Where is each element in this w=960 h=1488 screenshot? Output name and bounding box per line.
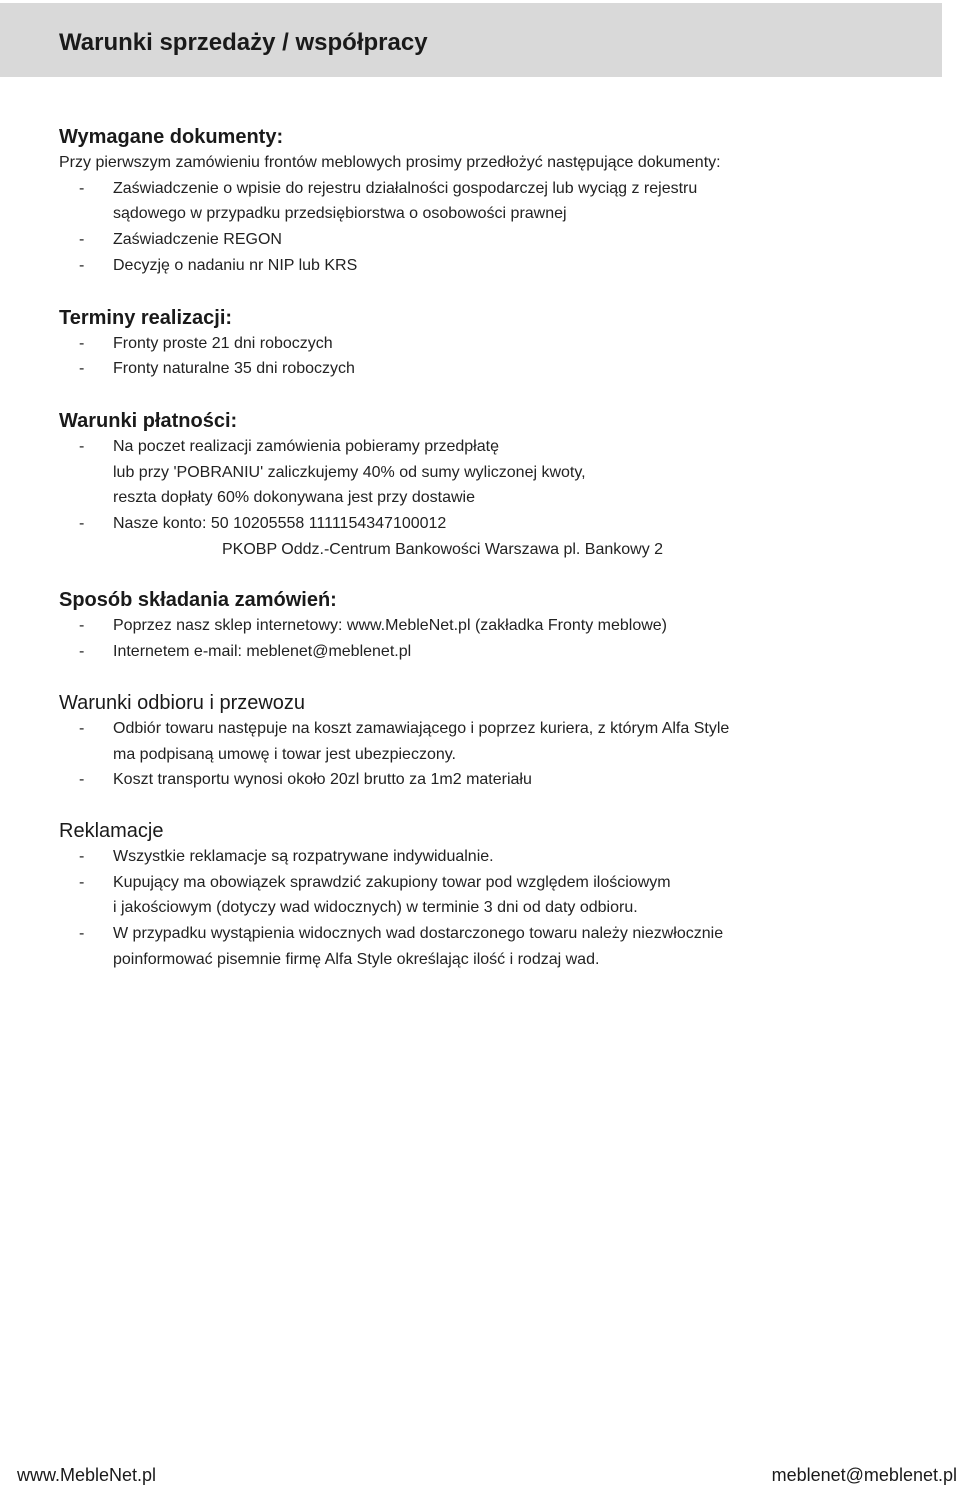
list-item	[59, 613, 919, 639]
section-title: Wymagane dokumenty:	[59, 126, 284, 148]
list-item-text: Wszystkie reklamacje są rozpatrywane indywidualnie.	[113, 847, 494, 865]
list-item-text: lub przy 'POBRANIU' zaliczkujemy 40% od sumy wyliczonej kwoty,	[113, 463, 586, 481]
document-body	[59, 124, 919, 972]
list-item	[59, 356, 919, 382]
delivery-list	[59, 716, 919, 793]
ordering-list	[59, 613, 919, 664]
list-item	[59, 511, 919, 562]
list-item-text: ma podpisaną umowę i towar jest ubezpieczony.	[113, 745, 456, 763]
page-title: Warunki sprzedaży / współpracy	[59, 29, 428, 56]
section-title: Warunki odbioru i przewozu	[59, 691, 306, 714]
complaints-list	[59, 844, 919, 973]
section-complaints	[59, 818, 919, 973]
list-item-text: Fronty proste 21 dni roboczych	[113, 334, 333, 352]
list-item-text: Zaświadczenie o wpisie do rejestru działalności gospodarczej lub wyciąg z rejestru	[113, 179, 698, 197]
list-item-text: sądowego w przypadku przedsiębiorstwa o osobowości prawnej	[113, 205, 567, 223]
list-item-text: Internetem e-mail: meblenet@meblenet.pl	[113, 643, 412, 661]
list-item-text: Kupujący ma obowiązek sprawdzić zakupiony towar pod względem ilościowym	[113, 873, 671, 891]
list-item	[59, 331, 919, 357]
list-item-text: i jakościowym (dotyczy wad widocznych) w terminie 3 dni od daty odbioru.	[113, 899, 638, 917]
document-list	[59, 176, 919, 279]
dash-bullet: -	[79, 643, 85, 661]
list-item-text: Na poczet realizacji zamówienia pobieramy przedpłatę	[113, 437, 499, 455]
list-item	[59, 434, 919, 511]
list-item-text: Zaświadczenie REGON	[113, 231, 282, 249]
title-bar	[0, 3, 942, 77]
section-title: Sposób składania zamówień:	[59, 589, 337, 612]
list-item	[59, 253, 919, 279]
dash-bullet: -	[79, 360, 85, 378]
dash-bullet: -	[79, 231, 85, 249]
footer-website: www.MebleNet.pl	[17, 1465, 157, 1485]
list-item-text: poinformować pisemnie firmę Alfa Style określając ilość i rodzaj wad.	[113, 950, 600, 968]
section-title: Warunki płatności:	[59, 409, 238, 432]
dash-bullet: -	[79, 925, 85, 943]
list-item-text: W przypadku wystąpienia widocznych wad dostarczonego towaru należy niezwłocznie	[113, 925, 724, 943]
list-item	[59, 227, 919, 253]
section-title: Terminy realizacji:	[59, 306, 233, 329]
list-item-text: Koszt transportu wynosi około 20zl brutto za 1m2 materiału	[113, 771, 532, 789]
bank-branch: PKOBP Oddz.-Centrum Bankowości Warszawa pl. Bankowy 2	[222, 540, 664, 558]
dash-bullet: -	[79, 334, 85, 352]
list-item-text: Decyzję o nadaniu nr NIP lub KRS	[113, 256, 358, 274]
dash-bullet: -	[79, 771, 85, 789]
section-required-documents	[59, 124, 919, 279]
list-item-text: reszta dopłaty 60% dokonywana jest przy dostawie	[113, 489, 475, 507]
section-payment-terms	[59, 408, 919, 563]
dash-bullet: -	[79, 179, 85, 197]
payment-list	[59, 434, 919, 563]
dash-bullet: -	[79, 847, 85, 865]
dash-bullet: -	[79, 256, 85, 274]
section-ordering	[59, 587, 919, 664]
section-delivery	[59, 690, 919, 793]
list-item	[59, 844, 919, 870]
section-title: Reklamacje	[59, 819, 164, 842]
list-item-text: Fronty naturalne 35 dni roboczych	[113, 360, 355, 378]
dash-bullet: -	[79, 719, 85, 737]
footer-email: meblenet@meblenet.pl	[771, 1465, 957, 1485]
list-item	[59, 176, 919, 227]
lead-time-list	[59, 331, 919, 382]
list-item-text: Odbiór towaru następuje na koszt zamawiającego i poprzez kuriera, z którym Alfa Style	[113, 719, 730, 737]
dash-bullet: -	[79, 617, 85, 635]
list-item	[59, 716, 919, 767]
list-item	[59, 921, 919, 972]
dash-bullet: -	[79, 437, 85, 455]
dash-bullet: -	[79, 515, 85, 533]
dash-bullet: -	[79, 873, 85, 891]
bank-account: Nasze konto: 50 10205558 1111154347100012	[113, 515, 447, 533]
section-intro: Przy pierwszym zamówieniu frontów meblowych prosimy przedłożyć następujące dokumenty:	[59, 154, 721, 171]
section-lead-times	[59, 305, 919, 382]
list-item	[59, 639, 919, 665]
list-item	[59, 870, 919, 921]
list-item-text: Poprzez nasz sklep internetowy: www.MebleNet.pl (zakładka Fronty meblowe)	[113, 617, 668, 635]
list-item	[59, 767, 919, 793]
